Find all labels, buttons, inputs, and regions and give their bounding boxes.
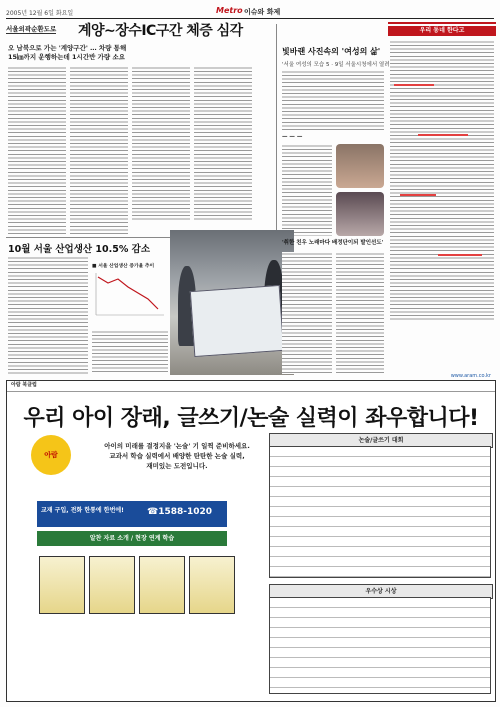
highlight-mark: [394, 84, 434, 86]
lead-column-3: [132, 66, 190, 220]
side-section-head: — — —: [282, 134, 303, 140]
highlight-mark: [418, 134, 468, 136]
ad-book-image: [139, 556, 185, 614]
lead-kicker: 서울외곽순환도로: [6, 25, 57, 33]
ad-slogan: 교재 구입, 전화 한통에 한번에!: [41, 507, 124, 514]
ad-subtext-line: 아이의 미래를 결정지을 '논술' 기 일찍 준비하세요.: [104, 442, 250, 450]
pen-headline: '취한 친우 노래마다 배정단이되 발인선도': [282, 240, 384, 246]
ad-phone[interactable]: ☎1588-1020: [147, 507, 213, 517]
right-column: [388, 22, 496, 324]
industry-headline: 10월 서울 산업생산 10.5% 감소: [8, 244, 151, 255]
production-chart-svg: [92, 269, 168, 319]
industry-column-1: [8, 256, 88, 376]
ad-contact-bar: [37, 501, 227, 527]
lead-subhead-line-2: 15㎞까지 운행하는데 1시간반 가량 소요: [8, 53, 126, 61]
side-subhead: '서울 여성의 모습 5 · 9일 서울시청에서 열려: [282, 62, 390, 68]
ad-web-address: www.aram.co.kr: [450, 373, 491, 379]
production-chart-label: ■ 서울 산업생산 증가율 추이: [92, 264, 155, 269]
portrait-photo: [336, 144, 384, 188]
portrait-photo-2: [336, 192, 384, 236]
production-chart: [92, 262, 168, 324]
ad-headline: 우리 아이 장래, 글쓰기/논술 실력이 좌우합니다!: [23, 406, 479, 431]
highlight-mark: [400, 194, 436, 196]
industry-column-2: [92, 330, 168, 374]
ad-lower-band: 알찬 자료 소개 / 현장 연계 학습: [37, 531, 227, 546]
page-header: [6, 6, 494, 19]
lead-subhead: [8, 44, 228, 62]
ad-top-strip-text: 아람 북클럽: [11, 382, 37, 388]
ad-subtext: [87, 441, 267, 471]
section-title: 이슈와 화제: [244, 8, 281, 16]
side-text: [282, 70, 384, 130]
right-column-title: 우리 동네 한다고: [388, 26, 496, 36]
ad-subtext-line: 교과서 학습 실력에서 배양한 탄탄한 논술 실력,: [109, 452, 245, 460]
side-kicker: 빛바랜 사진속의 '여성의 삶': [282, 47, 381, 56]
ad-table-head: 논술/글쓰기 대회: [269, 433, 493, 448]
highlight-mark: [438, 254, 482, 256]
lead-subhead-line-1: 오 남북으로 가는 '계양구간' … 차량 통해: [8, 44, 127, 52]
ad-logo: 아람: [31, 435, 71, 475]
pen-column-2: [336, 252, 384, 374]
ad-right-table-head: 우수상 시상: [269, 584, 493, 599]
ad-book-image: [39, 556, 85, 614]
ad-right-table: [269, 597, 491, 694]
ad-book-image: [89, 556, 135, 614]
lead-column-2: [70, 66, 128, 234]
brand-logo: Metro: [216, 6, 243, 15]
issue-date: 2005년 12월 6일 화요일: [6, 10, 74, 17]
protest-photo: [170, 230, 294, 375]
side-text-2: [282, 144, 332, 236]
lead-headline: 계양∼장수IC구간 체증 심각: [78, 23, 243, 39]
ad-top-strip: [7, 381, 495, 392]
right-column-text: [390, 40, 494, 320]
pen-column-1: [282, 252, 332, 374]
advertisement: [6, 373, 496, 702]
lead-column-1: [8, 66, 66, 234]
ad-book-image: [189, 556, 235, 614]
trend-line: [98, 277, 158, 309]
ad-subtext-line: 재미있는 도전입니다.: [146, 462, 208, 470]
protest-board: [190, 285, 284, 357]
lead-column-4: [194, 66, 252, 220]
ad-table: [269, 446, 491, 578]
